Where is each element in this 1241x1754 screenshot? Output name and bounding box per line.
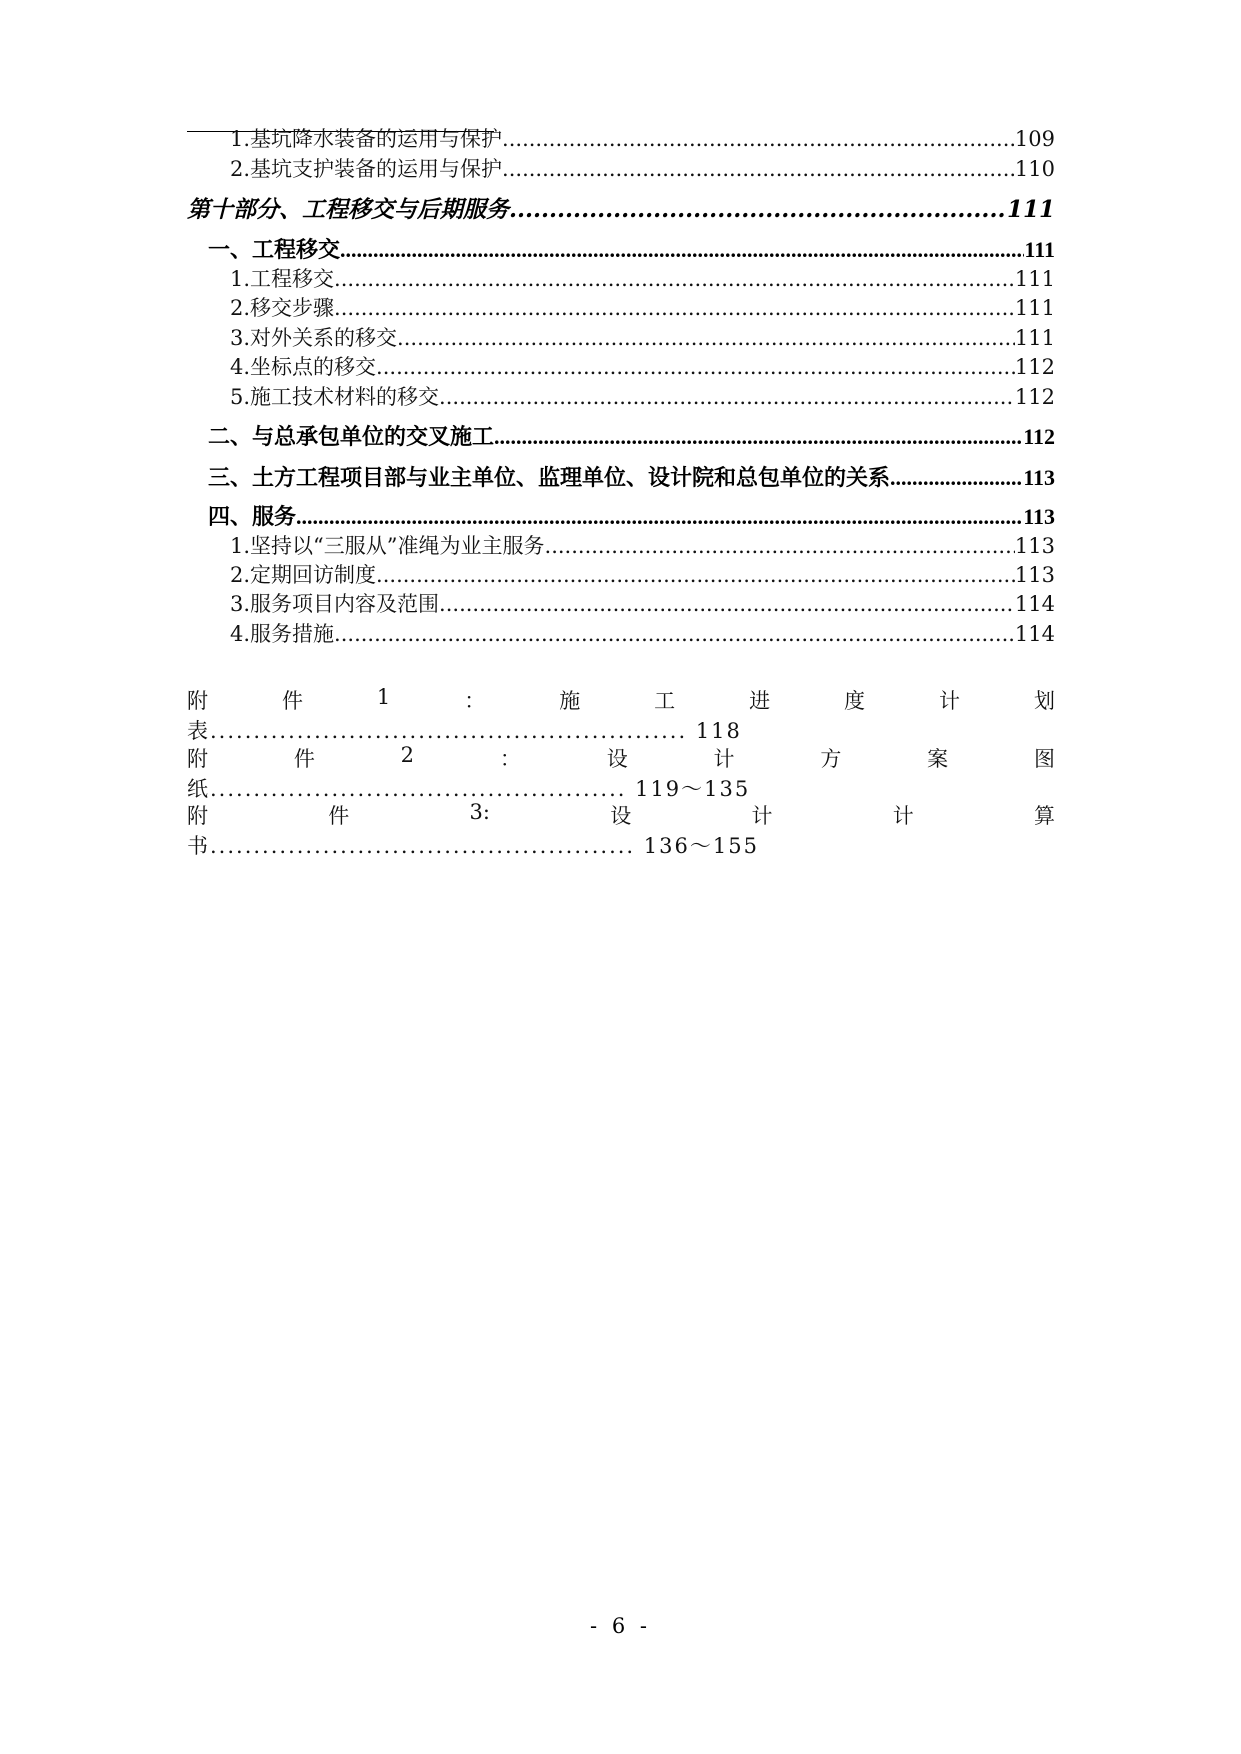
toc-entry[interactable] bbox=[187, 191, 1055, 225]
appendix-title-char: 计 bbox=[713, 747, 735, 771]
appendix-title-char: 件 bbox=[328, 804, 350, 828]
toc-entry-title: 三、土方工程项目部与业主单位、监理单位、设计院和总包单位的关系 bbox=[208, 466, 891, 491]
appendix-title-char: 度 bbox=[844, 689, 866, 713]
appendix-entry[interactable] bbox=[187, 743, 1055, 805]
toc-entry-page: 111 bbox=[1014, 326, 1055, 350]
toc-dot-leader bbox=[376, 355, 1015, 379]
appendix-title-char: 计 bbox=[751, 804, 773, 828]
toc-entry-title: 第十部分、工程移交与后期服务 bbox=[187, 196, 509, 223]
toc-entry-title: 4.服务措施 bbox=[230, 622, 335, 646]
toc-entry[interactable] bbox=[230, 263, 1055, 293]
appendix-title-char: 附 bbox=[187, 804, 208, 828]
toc-entry[interactable] bbox=[208, 420, 1055, 452]
toc-entry[interactable] bbox=[230, 588, 1055, 618]
appendix-title-char: 工 bbox=[654, 689, 676, 713]
appendix-page-line: 表....................................................... 118 bbox=[187, 719, 742, 743]
toc-dot-leader bbox=[509, 196, 1007, 223]
toc-entry-title: 1.基坑降水装备的运用与保护 bbox=[230, 127, 503, 151]
appendix-title-char: 算 bbox=[1033, 804, 1055, 828]
appendix-title-char: 施 bbox=[559, 689, 581, 713]
toc-dot-leader bbox=[376, 563, 1015, 587]
appendix-title-char: 计 bbox=[892, 804, 914, 828]
toc-entry-title: 2.定期回访制度 bbox=[230, 563, 377, 587]
toc-dot-leader bbox=[340, 237, 1024, 263]
toc-dot-leader bbox=[494, 424, 1023, 450]
toc-entry[interactable] bbox=[230, 559, 1055, 589]
toc-entry-page: 113 bbox=[1023, 504, 1055, 529]
appendix-title-char: 件 bbox=[281, 689, 303, 713]
toc-entry[interactable] bbox=[230, 123, 1055, 153]
appendix-title-char: 计 bbox=[939, 689, 960, 713]
appendix-title-char: 案 bbox=[927, 747, 949, 771]
toc-entry-title: 1.坚持以“三服从”准绳为业主服务 bbox=[230, 534, 545, 558]
toc-entry-page: 111 bbox=[1014, 296, 1055, 320]
appendix-title-char: 进 bbox=[749, 689, 771, 713]
toc-entry[interactable] bbox=[208, 500, 1055, 532]
toc-entry[interactable] bbox=[230, 381, 1055, 411]
appendix-entry[interactable] bbox=[187, 685, 1055, 747]
appendix-title-char: 3: bbox=[469, 800, 490, 824]
appendix-title-char: 方 bbox=[820, 747, 842, 771]
appendix-page-line: 纸................................................ 119～135 bbox=[187, 777, 751, 801]
toc-dot-leader bbox=[439, 385, 1015, 409]
page-number: - 6 - bbox=[590, 1614, 651, 1638]
toc-entry[interactable] bbox=[230, 618, 1055, 648]
appendix-title-line bbox=[187, 800, 1055, 830]
toc-entry-page: 111 bbox=[1014, 267, 1055, 291]
toc-entry-title: 3.服务项目内容及范围 bbox=[230, 592, 440, 616]
toc-dot-leader bbox=[502, 157, 1015, 181]
appendix-title-char: 附 bbox=[187, 747, 208, 771]
appendix-title-char: 2 bbox=[400, 743, 415, 767]
toc-entry-page: 112 bbox=[1014, 355, 1055, 379]
appendix-title-char: 设 bbox=[606, 747, 628, 771]
toc-entry-title: 二、与总承包单位的交叉施工 bbox=[208, 425, 495, 450]
toc-entry-page: 111 bbox=[1006, 196, 1055, 223]
toc-entry-title: 2.移交步骤 bbox=[230, 296, 335, 320]
toc-dot-leader bbox=[545, 534, 1015, 558]
toc-dot-leader bbox=[334, 622, 1015, 646]
toc-dot-leader bbox=[890, 465, 1023, 491]
appendix-title-char: 附 bbox=[187, 689, 208, 713]
toc-entry[interactable] bbox=[230, 530, 1055, 560]
toc-entry[interactable] bbox=[230, 322, 1055, 352]
appendix-entry[interactable] bbox=[187, 800, 1055, 862]
toc-entry-title: 一、工程移交 bbox=[208, 238, 341, 263]
appendix-title-char: 划 bbox=[1033, 689, 1055, 713]
toc-entry-title: 5.施工技术材料的移交 bbox=[230, 385, 440, 409]
toc-entry-title: 2.基坑支护装备的运用与保护 bbox=[230, 157, 503, 181]
toc-dot-leader bbox=[502, 127, 1015, 151]
toc-entry-page: 114 bbox=[1014, 592, 1055, 616]
toc-entry-title: 四、服务 bbox=[208, 505, 297, 530]
toc-entry[interactable] bbox=[230, 351, 1055, 381]
appendix-title-char: ： bbox=[464, 689, 486, 713]
appendix-title-char: 设 bbox=[610, 804, 632, 828]
appendix-page-line: 书................................................. 136～155 bbox=[187, 834, 759, 858]
toc-entry-page: 114 bbox=[1014, 622, 1055, 646]
toc-entry-page: 111 bbox=[1024, 237, 1055, 262]
appendix-title-line bbox=[187, 685, 1055, 715]
toc-entry-title: 4.坐标点的移交 bbox=[230, 355, 377, 379]
toc-entry-title: 3.对外关系的移交 bbox=[230, 326, 398, 350]
toc-entry[interactable] bbox=[230, 153, 1055, 183]
toc-entry-page: 109 bbox=[1014, 127, 1055, 151]
appendix-title-char: 图 bbox=[1034, 747, 1055, 771]
toc-entry-page: 113 bbox=[1014, 563, 1055, 587]
toc-entry-title: 1.工程移交 bbox=[230, 267, 335, 291]
toc-entry[interactable] bbox=[208, 461, 1055, 493]
toc-entry-page: 112 bbox=[1014, 385, 1055, 409]
toc-dot-leader bbox=[397, 326, 1015, 350]
toc-dot-leader bbox=[296, 504, 1023, 530]
toc-entry[interactable] bbox=[230, 292, 1055, 322]
appendix-title-char: 1 bbox=[376, 685, 391, 709]
toc-dot-leader bbox=[334, 267, 1015, 291]
appendix-title-char: 件 bbox=[293, 747, 315, 771]
toc-entry-page: 113 bbox=[1014, 534, 1055, 558]
toc-dot-leader bbox=[439, 592, 1015, 616]
appendix-title-line bbox=[187, 743, 1055, 773]
toc-entry-page: 113 bbox=[1023, 465, 1055, 490]
appendix-title-char: ： bbox=[499, 747, 521, 771]
toc-dot-leader bbox=[334, 296, 1015, 320]
toc-entry-page: 110 bbox=[1014, 157, 1055, 181]
toc-entry[interactable] bbox=[208, 233, 1055, 265]
toc-entry-page: 112 bbox=[1023, 424, 1055, 449]
